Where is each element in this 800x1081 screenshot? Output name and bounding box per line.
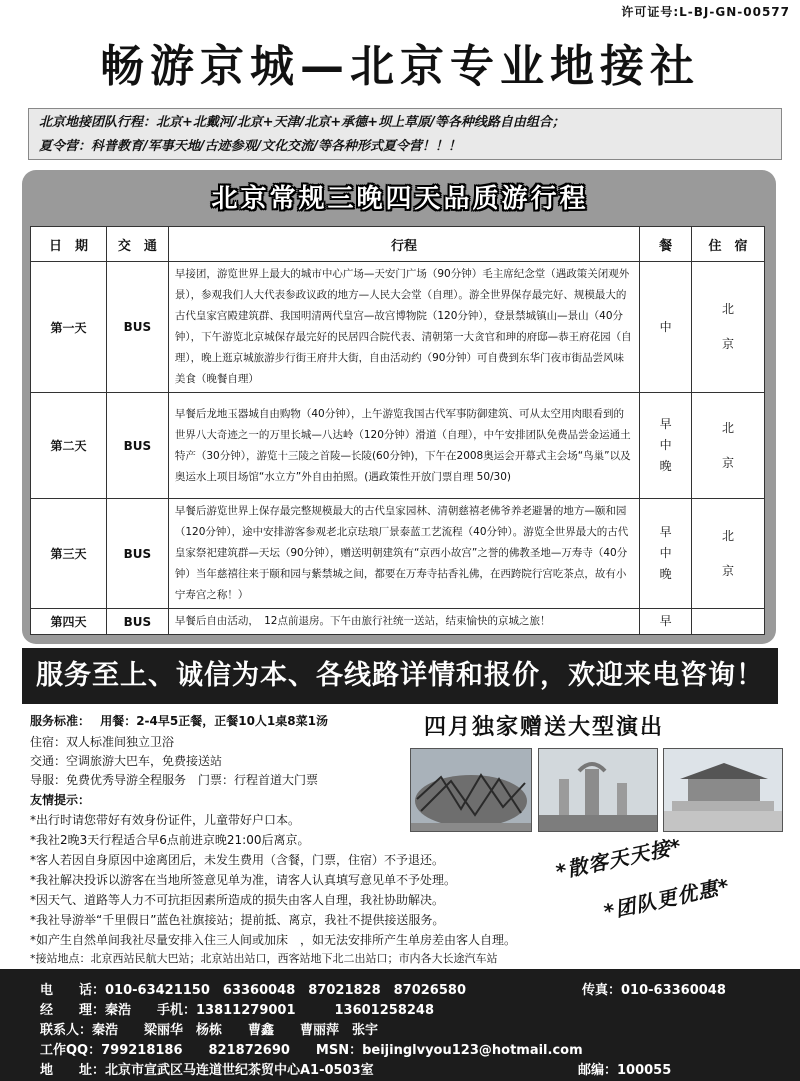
itinerary-table — [30, 226, 765, 635]
tip-item: *我社解决投诉以游客在当地所签意见单为准，请客人认真填写意见单不予处理。 — [30, 873, 457, 887]
tips-title: 友情提示： — [30, 793, 91, 807]
tip-item: *我社导游举“千里假日”蓝色社旗接站；提前抵、离京，我社不提供接送服务。 — [30, 913, 445, 927]
yuanmingyuan-ruins-photo — [538, 748, 658, 832]
header-route: 行程 — [168, 227, 639, 262]
meal-cell: 中 — [640, 262, 692, 393]
itinerary-heading: 北京常规三晚四天品质游行程 — [211, 184, 589, 214]
address-line: 地 址：北京市宣武区马连道世纪茶贸中心A1-0503室 — [40, 1063, 374, 1078]
meal-cell: 早 中 晚 — [640, 393, 692, 499]
tip-item: *出行时请您带好有效身份证件，儿童带好户口本。 — [30, 813, 301, 827]
guide-standard: 导服：免费优秀导游全程服务 门票：行程首道大门票 — [30, 773, 319, 787]
table-row — [31, 609, 765, 635]
transport-cell: BUS — [106, 262, 168, 393]
meal-cell: 早 — [640, 609, 692, 635]
manager-line: 经 理：秦浩 手机：13811279001 13601258248 — [40, 1003, 434, 1018]
route-description: 早餐后龙地玉器城自由购物（40分钟），上午游览我国古代军事防御建筑、可从太空用肉眼看到的世界八大奇迹之一的万里长城—八达岭（120分钟）滑道（自理），中午安排团队免费品尝金运通土特产（30分钟），游览十三陵之首陵—长陵(60分钟)，下午在2008奥运会开幕式主会场“鸟巢”以及奥运水上项目场馆“水立方”外自由拍照。(遇政策性开放门票自理 50/30) — [168, 393, 639, 499]
table-row — [31, 393, 765, 499]
transport-cell: BUS — [106, 609, 168, 635]
tip-item: *客人若因自身原因中途离团后，未发生费用（含餐，门票，住宿）不予退还。 — [30, 853, 445, 867]
hotel-cell — [692, 609, 765, 635]
table-row — [31, 499, 765, 609]
page-title: 畅游京城—北京专业地接社 — [100, 41, 700, 92]
forbidden-city-photo — [663, 748, 783, 832]
hotel-city-char: 京 — [722, 455, 735, 470]
qq-msn-line: 工作QQ：799218186 821872690 MSN：beijinglvyou123@hotmail.com — [40, 1043, 583, 1058]
hotel-city-char: 北 — [722, 302, 735, 316]
header-hotel: 住 宿 — [692, 227, 765, 262]
tip-item: *如产生自然单间我社尽量安排入住三人间或加床 ，如无法安排所产生单房差由客人自理。 — [30, 933, 517, 947]
header-day: 日 期 — [31, 227, 107, 262]
license-number: 许可证号:L-BJ-GN-00577 — [621, 5, 790, 19]
day-label: 第四天 — [31, 609, 107, 635]
day-label: 第二天 — [31, 393, 107, 499]
hotel-city-char: 京 — [722, 563, 735, 578]
promo-routes: 北京地接团队行程：北京+北戴河/北京+天津/北京+承德+坝上草原/等各种线路自由组合； — [39, 115, 565, 130]
transport-standard: 交通：空调旅游大巴车，免费接送站 — [30, 754, 223, 768]
hotel-cell — [692, 499, 765, 609]
hotel-city-char: 京 — [722, 337, 735, 351]
phone-line: 电 话：010-63421150 63360048 87021828 87026580 — [40, 983, 466, 998]
fax-line: 传真：010-63360048 — [582, 983, 726, 998]
promo-summer-camp: 夏令营：科普教育/军事天地/古迹参观/文化交流/等各种形式夏令营！！！ — [39, 139, 461, 154]
table-row — [31, 262, 765, 393]
route-description: 早餐后自由活动， 12点前退房。下午由旅行社统一送站，结束愉快的京城之旅！ — [168, 609, 639, 635]
contact-footer — [0, 969, 800, 1081]
table-header-row — [31, 227, 765, 262]
postcode-line: 邮编：100055 — [578, 1063, 672, 1078]
meal-cell: 早 中 晚 — [640, 499, 692, 609]
tip-item: *接站地点：北京西站民航大巴站；北京站出站口，西客站地下北二出站口；市内各大长途汽车站 — [30, 952, 498, 965]
route-description: 早接团，游览世界上最大的城市中心广场—天安门广场（90分钟）毛主席纪念堂（遇政策关闭观外景），参观我们人大代表参政议政的地方—人民大会堂（自理）。游全世界保存最完好、规模最大的古代皇家宫殿建筑群、我国明清两代皇宫—故宫博物院（120分钟），登景禁城镇山—景山（40分钟），下午游览北京城保存最完好的民居四合院代表、清朝第一大贪官和珅的府邸—恭王府花园（自理），晚上逛京城旅游步行街王府井大街，自由活动约（90分钟）可自费到东华门夜市街品尝风味美食（晚餐自理） — [168, 262, 639, 393]
tip-item: *我社2晚3天行程适合早6点前进京晚21:00后离京。 — [30, 833, 310, 847]
header-transport: 交 通 — [106, 227, 168, 262]
hotel-city-char: 北 — [722, 528, 735, 543]
service-standard-label: 服务标准： — [30, 714, 85, 728]
hotel-city-char: 北 — [722, 420, 735, 435]
hotel-cell — [692, 393, 765, 499]
transport-cell: BUS — [106, 393, 168, 499]
hotel-standard: 住宿：双人标准间独立卫浴 — [30, 735, 175, 749]
promo-box — [28, 108, 782, 160]
contact-people-line: 联系人：秦浩 梁丽华 杨栋 曹鑫 曹丽萍 张宇 — [40, 1023, 379, 1038]
header-meal: 餐 — [640, 227, 692, 262]
route-description: 早餐后游览世界上保存最完整规模最大的古代皇家园林、清朝慈禧老佛爷养老避暑的地方—颐和园（120分钟），途中安排游客参观老北京珐琅厂景泰蓝工艺流程（40分钟）。游览全世界最大的古代皇家祭祀建筑群—天坛（90分钟），赠送明朝建筑有“京西小故宫”之誉的佛教圣地—万寿寺（40分钟）当年慈禧往来于颐和园与紫禁城之间，都要在万寿寺拈香礼佛，在西跨院行宫吃茶点，故有小宁寿宫之称！） — [168, 499, 639, 609]
day-label: 第三天 — [31, 499, 107, 609]
slogan-group: *团队更优惠* — [601, 873, 732, 924]
hotel-cell — [692, 262, 765, 393]
transport-cell: BUS — [106, 499, 168, 609]
day-label: 第一天 — [31, 262, 107, 393]
tip-item: *因天气、道路等人力不可抗拒因素所造成的损失由客人自理，我社协助解决。 — [30, 893, 445, 907]
gift-headline: 四月独家赠送大型演出 — [424, 715, 665, 740]
slogan-individual: *散客天天接* — [553, 833, 684, 884]
service-standard-line — [30, 712, 328, 729]
birds-nest-photo — [410, 748, 532, 832]
meal-standard: 用餐：2-4早5正餐，正餐10人1桌8菜1汤 — [100, 714, 328, 728]
service-banner: 服务至上、诚信为本、各线路详情和报价，欢迎来电咨询！ — [22, 648, 778, 704]
